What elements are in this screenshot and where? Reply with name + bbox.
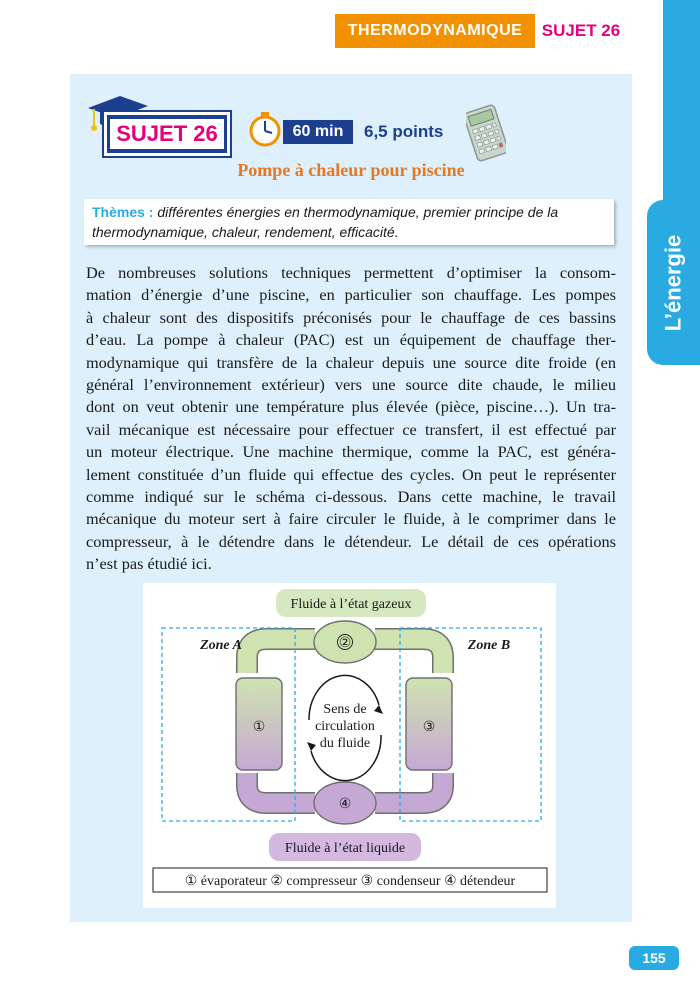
legend-text: ① évaporateur ② compresseur ③ condenseur ④ détendeur: [184, 874, 516, 889]
themes-box: [84, 199, 614, 245]
points-label: 6,5 points: [364, 122, 444, 141]
gas-label: Fluide à l’état gazeux: [290, 597, 412, 612]
calculator-icon: [466, 104, 506, 162]
evaporator-number: ①: [252, 719, 266, 735]
center-label-line-1: Sens de: [323, 702, 367, 717]
stopwatch-icon: [248, 111, 282, 147]
paragraph-line: comme indiqué sur le schéma ci-dessous. Dans cette machine, le travail: [86, 487, 616, 507]
side-strip: [663, 0, 700, 200]
duration-badge: 60 min: [283, 120, 353, 144]
paragraph-line: général l’environnement extérieur) vers une source dite chaude, le milieu: [86, 375, 616, 395]
paragraph-line: compresseur, à le détendre dans le détendeur. Le détail de ces opérations: [86, 531, 616, 551]
page-number: 155: [629, 946, 679, 970]
paragraph-line: mation d’énergie d’une piscine, en particulier son chauffage. Les pompes: [86, 285, 616, 305]
expansion-valve-number: ④: [338, 796, 352, 812]
themes-line-1: différentes énergies en thermodynamique, premier principe de la: [157, 204, 559, 220]
paragraph-line: vail mécanique est nécessaire pour effectuer ce transfert, il est effectué par: [86, 419, 616, 439]
zone-b-label: Zone B: [467, 638, 511, 653]
chapter-tab-label: L’énergie: [660, 234, 686, 331]
exercise-title: Pompe à chaleur pour piscine: [237, 160, 465, 180]
section-header: THERMODYNAMIQUE: [335, 14, 535, 48]
paragraph-line: mécanique du moteur sert à faire circuler le fluide, à le comprimer dans le: [86, 509, 616, 529]
zone-a-label: Zone A: [200, 638, 242, 653]
subject-header: SUJET 26: [535, 14, 627, 48]
paragraph-line: modynamique qui transfère de la chaleur depuis une source dite froide (en: [86, 352, 616, 372]
paragraph-line: De nombreuses solutions techniques permettent d’optimiser la consom-: [86, 263, 616, 282]
condenser-number: ③: [422, 719, 436, 735]
paragraph-line: lement constituée d’un fluide qui effectue des cycles. On peut le représenter: [86, 464, 616, 484]
themes-label: Thèmes :: [92, 204, 154, 220]
paragraph-line: à chaleur sont des dispositifs préconisés pour le chauffage de ces bassins: [86, 307, 616, 327]
heat-pump-diagram: [143, 583, 556, 908]
liquid-label: Fluide à l’état liquide: [284, 841, 406, 856]
paragraph-line: d’eau. La pompe à chaleur (PAC) est un équipement de chauffage ther-: [86, 330, 616, 350]
center-label-line-3: du fluide: [319, 736, 371, 751]
paragraph-line: dont on veut obtenir une température plus élevée (pièce, piscine…). Un tra-: [86, 397, 616, 417]
compressor-number: ②: [338, 635, 352, 651]
themes-line-2: thermodynamique, chaleur, rendement, efficacité.: [92, 224, 399, 240]
paragraph-line: n’est pas étudié ici.: [86, 554, 212, 574]
paragraph-line: un moteur électrique. Une machine thermique, comme la PAC, est généra-: [86, 442, 616, 462]
center-label-line-2: circulation: [315, 719, 375, 734]
intro-paragraph: [86, 262, 616, 576]
subject-badge: SUJET 26: [104, 112, 230, 156]
